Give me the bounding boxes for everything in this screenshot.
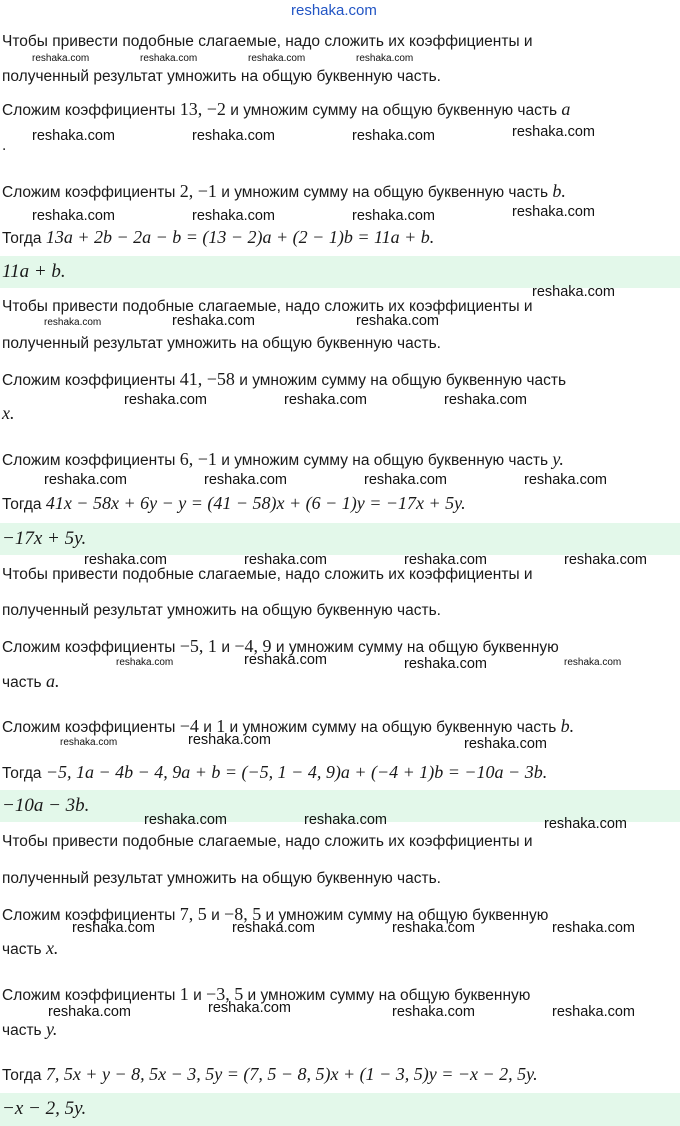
- watermark: reshaka.com: [356, 313, 440, 329]
- rule-text: полученный результат умножить на общую буквенную часть.: [2, 602, 441, 619]
- coefficient-step-cont: часть x.: [2, 938, 59, 958]
- watermark: reshaka.com: [392, 920, 476, 936]
- watermark: reshaka.com: [404, 552, 488, 568]
- watermark: reshaka.com: [192, 128, 276, 144]
- watermark: reshaka.com: [116, 657, 174, 668]
- answer-box: −17x + 5y.: [0, 523, 680, 555]
- coefficient-step-end: x.: [2, 403, 15, 423]
- watermark: reshaka.com: [204, 472, 288, 488]
- coefficient-step: Сложим коэффициенты −4 и 1 и умножим сумму на общую буквенную часть b.: [2, 716, 575, 736]
- watermark: reshaka.com: [172, 313, 256, 329]
- equation-line: Тогда 7, 5x + y − 8, 5x − 3, 5y = (7, 5 − 8, 5)x + (1 − 3, 5)y = −x − 2, 5y.: [2, 1064, 538, 1084]
- rule-text: полученный результат умножить на общую буквенную часть.: [2, 335, 441, 352]
- watermark: reshaka.com: [192, 208, 276, 224]
- equation-line: Тогда 41x − 58x + 6y − y = (41 − 58)x + (6 − 1)y = −17x + 5y.: [2, 493, 466, 513]
- coefficient-step: Сложим коэффициенты 13, −2 и умножим сумму на общую буквенную часть a: [2, 99, 571, 119]
- watermark: reshaka.com: [356, 53, 414, 64]
- watermark: reshaka.com: [512, 204, 596, 220]
- watermark: reshaka.com: [284, 392, 368, 408]
- answer-box: −x − 2, 5y.: [0, 1093, 680, 1126]
- equation-line: Тогда −5, 1a − 4b − 4, 9a + b = (−5, 1 − 4, 9)a + (−4 + 1)b = −10a − 3b.: [2, 762, 548, 782]
- watermark: reshaka.com: [552, 920, 636, 936]
- coefficient-step-cont: часть y.: [2, 1019, 58, 1039]
- coefficient-step: Сложим коэффициенты −5, 1 и −4, 9 и умножим сумму на общую буквенную: [2, 636, 559, 656]
- coefficient-step: Сложим коэффициенты 6, −1 и умножим сумму на общую буквенную часть y.: [2, 449, 564, 469]
- watermark: reshaka.com: [392, 1004, 476, 1020]
- watermark: reshaka.com: [140, 53, 198, 64]
- rule-text: полученный результат умножить на общую буквенную часть.: [2, 870, 441, 887]
- watermark: reshaka.com: [32, 208, 116, 224]
- coefficient-step: Сложим коэффициенты 2, −1 и умножим сумму на общую буквенную часть b.: [2, 181, 566, 201]
- watermark: reshaka.com: [32, 53, 90, 64]
- rule-text: Чтобы привести подобные слагаемые, надо сложить их коэффициенты и: [2, 33, 533, 50]
- answer-box: −10a − 3b.: [0, 790, 680, 822]
- watermark: reshaka.com: [524, 472, 608, 488]
- watermark: reshaka.com: [464, 736, 548, 752]
- watermark: reshaka.com: [32, 128, 116, 144]
- answer-box: 11a + b.: [0, 256, 680, 288]
- watermark: reshaka.com: [364, 472, 448, 488]
- coefficient-step: Сложим коэффициенты 41, −58 и умножим сумму на общую буквенную часть: [2, 369, 567, 389]
- watermark: reshaka.com: [444, 392, 528, 408]
- watermark: reshaka.com: [404, 656, 488, 672]
- watermark: reshaka.com: [232, 920, 316, 936]
- watermark: reshaka.com: [244, 652, 328, 668]
- watermark: reshaka.com: [244, 552, 328, 568]
- watermark: reshaka.com: [48, 1004, 132, 1020]
- rule-text: Чтобы привести подобные слагаемые, надо сложить их коэффициенты и: [2, 298, 533, 315]
- watermark: reshaka.com: [532, 284, 616, 300]
- watermark: reshaka.com: [124, 392, 208, 408]
- watermark: reshaka.com: [44, 317, 102, 328]
- coefficient-step-end: .: [2, 137, 7, 154]
- site-logo-text[interactable]: reshaka.com: [291, 2, 377, 19]
- watermark: reshaka.com: [84, 552, 168, 568]
- watermark: reshaka.com: [352, 128, 436, 144]
- watermark: reshaka.com: [544, 816, 628, 832]
- watermark: reshaka.com: [60, 737, 118, 748]
- rule-text: полученный результат умножить на общую буквенную часть.: [2, 68, 441, 85]
- watermark: reshaka.com: [304, 812, 388, 828]
- rule-text: Чтобы привести подобные слагаемые, надо сложить их коэффициенты и: [2, 566, 533, 583]
- watermark: reshaka.com: [248, 53, 306, 64]
- coefficient-step: Сложим коэффициенты 7, 5 и −8, 5 и умножим сумму на общую буквенную: [2, 904, 549, 924]
- watermark: reshaka.com: [72, 920, 156, 936]
- watermark: reshaka.com: [208, 1000, 292, 1016]
- watermark: reshaka.com: [44, 472, 128, 488]
- watermark: reshaka.com: [564, 657, 622, 668]
- rule-text: Чтобы привести подобные слагаемые, надо сложить их коэффициенты и: [2, 833, 533, 850]
- watermark: reshaka.com: [144, 812, 228, 828]
- watermark: reshaka.com: [352, 208, 436, 224]
- watermark: reshaka.com: [512, 124, 596, 140]
- watermark: reshaka.com: [552, 1004, 636, 1020]
- equation-line: Тогда 13a + 2b − 2a − b = (13 − 2)a + (2 − 1)b = 11a + b.: [2, 227, 435, 247]
- watermark: reshaka.com: [564, 552, 648, 568]
- coefficient-step: Сложим коэффициенты 1 и −3, 5 и умножим сумму на общую буквенную: [2, 984, 531, 1004]
- coefficient-step-cont: часть a.: [2, 671, 60, 691]
- watermark: reshaka.com: [188, 732, 272, 748]
